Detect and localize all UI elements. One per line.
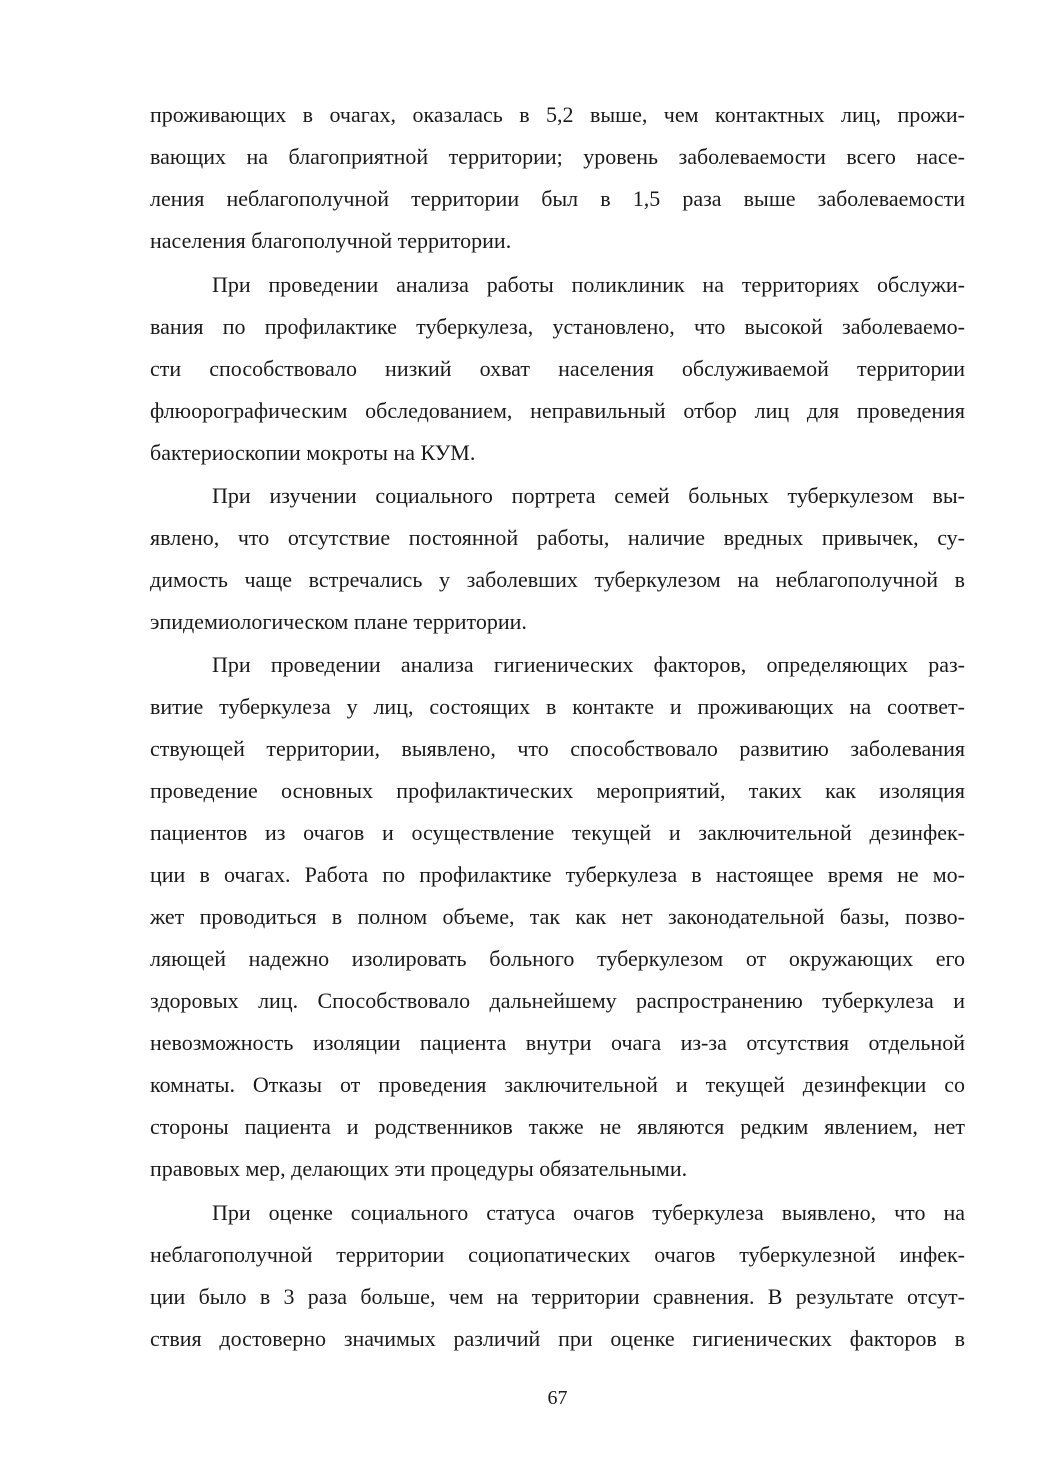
- paragraph-4-line-7: жет проводиться в полном объеме, так как нет законодательной базы, позво-: [150, 904, 965, 929]
- paragraph-5-line-3: ции было в 3 раза больше, чем на территории сравнения. В результате отсут-: [150, 1284, 965, 1309]
- document-page: [150, 0, 965, 1471]
- paragraph-5-line-1: При оценке социального статуса очагов туберкулеза выявлено, что на: [212, 1200, 965, 1225]
- paragraph-4-line-3: ствующей территории, выявлено, что способствовало развитию заболевания: [150, 736, 965, 761]
- paragraph-4-line-13: правовых мер, делающих эти процедуры обязательными.: [150, 1156, 688, 1181]
- paragraph-4-line-2: витие туберкулеза у лиц, состоящих в контакте и проживающих на соответ-: [150, 694, 965, 719]
- paragraph-4-line-10: невозможность изоляции пациента внутри очага из-за отсутствия отдельной: [150, 1030, 965, 1055]
- paragraph-5-line-4: ствия достоверно значимых различий при оценке гигиенических факторов в: [150, 1326, 965, 1351]
- paragraph-4-line-1: При проведении анализа гигиенических факторов, определяющих раз-: [212, 652, 965, 677]
- paragraph-3-line-2: явлено, что отсутствие постоянной работы, наличие вредных привычек, су-: [150, 525, 965, 550]
- paragraph-3-line-4: эпидемиологическом плане территории.: [150, 609, 527, 634]
- paragraph-4-line-11: комнаты. Отказы от проведения заключительной и текущей дезинфекции со: [150, 1072, 965, 1097]
- paragraph-2-line-5: бактериоскопии мокроты на КУМ.: [150, 440, 476, 465]
- paragraph-2-line-1: При проведении анализа работы поликлиник на территориях обслужи-: [212, 272, 965, 297]
- page-number: 67: [547, 1387, 568, 1409]
- paragraph-4-line-9: здоровых лиц. Способствовало дальнейшему распространению туберкулеза и: [150, 988, 965, 1013]
- paragraph-2-line-2: вания по профилактике туберкулеза, установлено, что высокой заболеваемо-: [150, 314, 965, 339]
- paragraph-4-line-12: стороны пациента и родственников также не являются редким явлением, нет: [150, 1114, 965, 1139]
- paragraph-1-line-3: ления неблагополучной территории был в 1,5 раза выше заболеваемости: [150, 186, 965, 211]
- paragraph-1-line-1: проживающих в очагах, оказалась в 5,2 выше, чем контактных лиц, прожи-: [150, 102, 965, 127]
- paragraph-2-line-3: сти способствовало низкий охват населения обслуживаемой территории: [150, 356, 965, 381]
- paragraph-3-line-1: При изучении социального портрета семей больных туберкулезом вы-: [212, 483, 965, 508]
- paragraph-1-line-4: населения благополучной территории.: [150, 228, 512, 253]
- paragraph-4-line-8: ляющей надежно изолировать больного туберкулезом от окружающих его: [150, 946, 965, 971]
- paragraph-1-line-2: вающих на благоприятной территории; уровень заболеваемости всего насе-: [150, 144, 965, 169]
- paragraph-4-line-5: пациентов из очагов и осуществление текущей и заключительной дезинфек-: [150, 820, 965, 845]
- paragraph-4-line-6: ции в очагах. Работа по профилактике туберкулеза в настоящее время не мо-: [150, 862, 965, 887]
- paragraph-2-line-4: флюорографическим обследованием, неправильный отбор лиц для проведения: [150, 398, 965, 423]
- paragraph-5-line-2: неблагополучной территории социопатических очагов туберкулезной инфек-: [150, 1242, 965, 1267]
- paragraph-4-line-4: проведение основных профилактических мероприятий, таких как изоляция: [150, 778, 965, 803]
- paragraph-3-line-3: димость чаще встречались у заболевших туберкулезом на неблагополучной в: [150, 567, 965, 592]
